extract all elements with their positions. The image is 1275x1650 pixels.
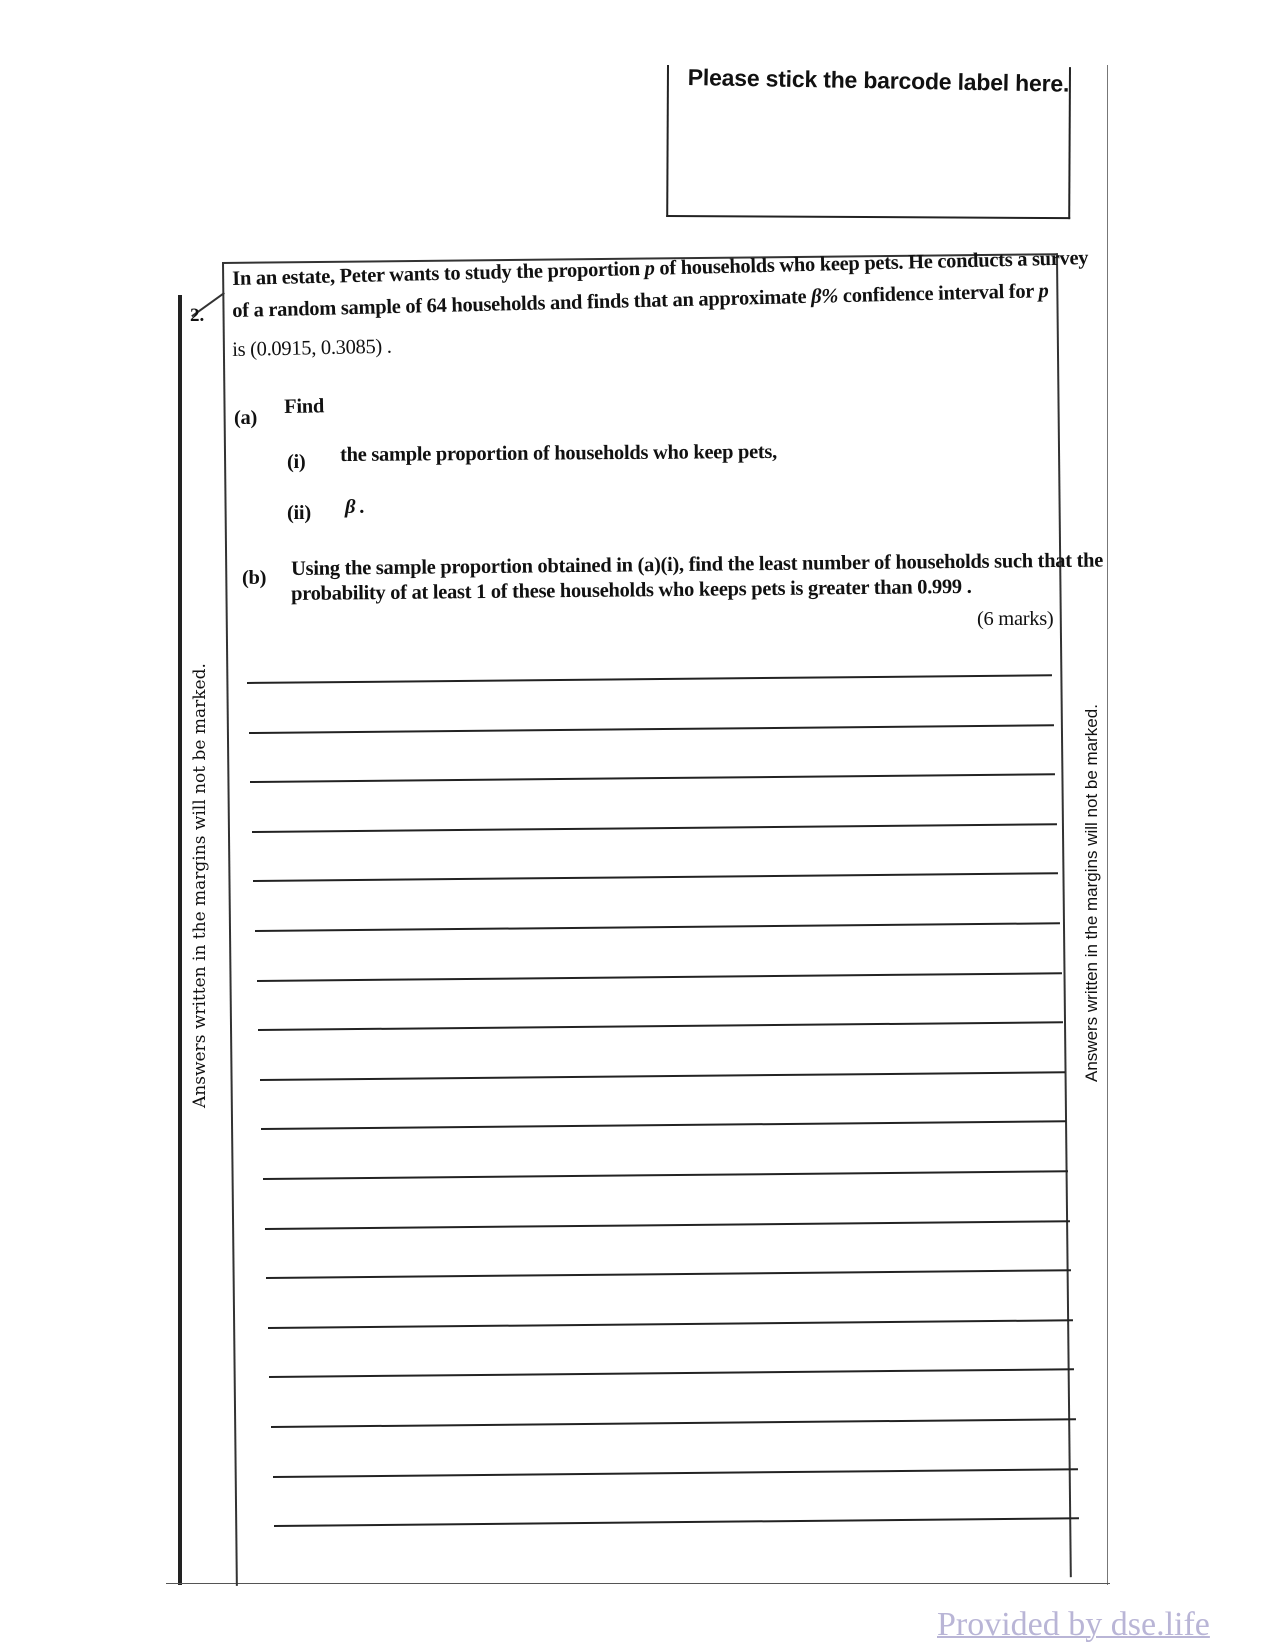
marks-allocation: (6 marks) <box>977 608 1054 630</box>
provider-watermark: Provided by dse.life <box>937 1606 1210 1643</box>
stem-line-2-tail: confidence interval for <box>842 280 1034 308</box>
stem-line-3-head: is <box>232 338 246 361</box>
part-b-line-1: Using the sample proportion obtained in (a)(i), find the least number of households such that the <box>291 549 1104 580</box>
page-right-edge <box>1107 65 1108 1585</box>
question-stem-line-3 <box>232 336 392 362</box>
part-b-label: (b) <box>242 567 267 589</box>
stem-line-1-head: In an estate, Peter wants to study the proportion <box>232 258 641 290</box>
part-ai-label: (i) <box>287 451 306 473</box>
variable-beta-percent: β% <box>810 285 839 308</box>
page-left-edge <box>178 295 182 1585</box>
stem-line-3-tail: . <box>386 335 392 358</box>
part-ai-text: the sample proportion of households who keep pets, <box>340 440 777 466</box>
stem-line-1-tail: of households who keep pets. He conducts a survey <box>659 247 1089 280</box>
part-a-label: (a) <box>234 407 258 429</box>
part-aii-text: β . <box>345 496 365 518</box>
variable-p-second: p <box>1038 280 1049 303</box>
question-number: 2. <box>190 305 205 326</box>
part-b-line-2: probability of at least 1 of these households who keeps pets is greater than 0.999 . <box>291 575 972 605</box>
part-aii-label: (ii) <box>287 502 311 524</box>
variable-p: p <box>644 257 655 280</box>
margin-note-right: Answers written in the margins will not be marked. <box>1082 704 1101 1082</box>
part-a-text: Find <box>284 395 325 418</box>
margin-note-left: Answers written in the margins will not be marked. <box>190 663 210 1108</box>
confidence-interval: (0.0915, 0.3085) <box>249 335 383 361</box>
stem-line-2-head: of a random sample of 64 households and finds that an approximate <box>232 285 807 322</box>
barcode-label-instruction: Please stick the barcode label here. <box>687 64 1070 97</box>
